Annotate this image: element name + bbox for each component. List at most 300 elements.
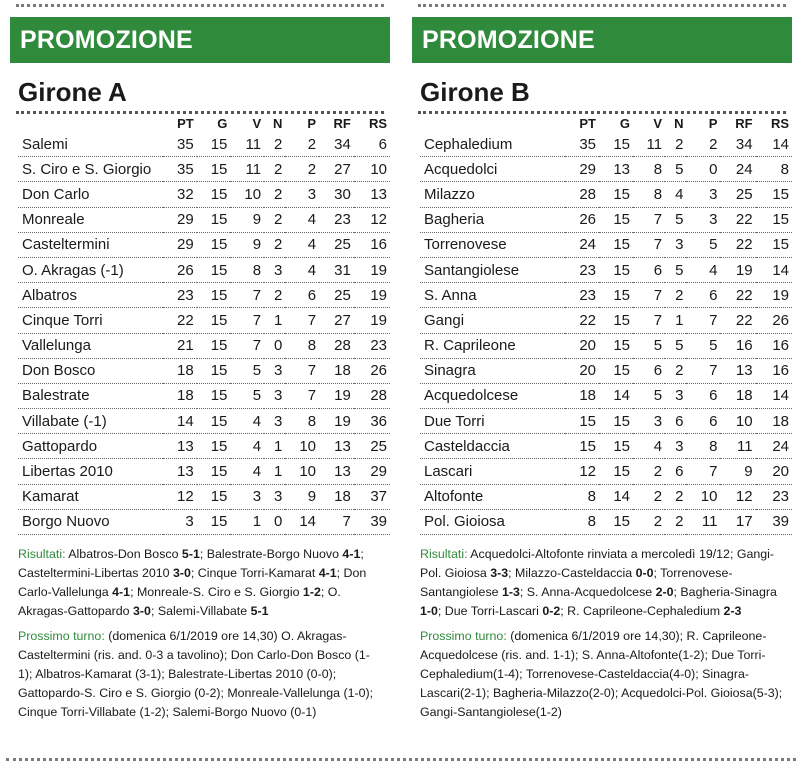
stat-p: 7 xyxy=(686,358,720,383)
stat-rs: 6 xyxy=(354,132,390,157)
stat-rf: 17 xyxy=(720,509,755,534)
match-score: 3-0 xyxy=(133,604,151,618)
stat-n: 3 xyxy=(665,232,686,257)
next-round-paragraph xyxy=(420,627,786,722)
stat-v: 4 xyxy=(633,434,665,459)
stat-v: 2 xyxy=(633,484,665,509)
table-row xyxy=(18,132,390,157)
stat-p: 10 xyxy=(285,459,319,484)
stat-rs: 19 xyxy=(354,283,390,308)
stat-rs: 15 xyxy=(756,232,792,257)
stat-rs: 20 xyxy=(756,459,792,484)
stat-v: 7 xyxy=(633,232,665,257)
stat-rf: 23 xyxy=(319,207,354,232)
stat-rf: 19 xyxy=(319,383,354,408)
stat-rf: 9 xyxy=(720,459,755,484)
team-name: Don Bosco xyxy=(18,358,163,383)
stat-rs: 13 xyxy=(354,182,390,207)
stat-rf: 7 xyxy=(319,509,354,534)
stat-v: 5 xyxy=(230,383,264,408)
stat-n: 3 xyxy=(665,383,686,408)
stat-g: 15 xyxy=(197,333,231,358)
stat-p: 2 xyxy=(285,157,319,182)
stat-pt: 14 xyxy=(163,409,197,434)
team-name: Pol. Gioiosa xyxy=(420,509,565,534)
stat-rs: 19 xyxy=(354,257,390,282)
stat-g: 15 xyxy=(197,232,231,257)
stat-p: 10 xyxy=(686,484,720,509)
match-text: ; Don Carlo-Vallelunga xyxy=(18,566,367,599)
stat-rs: 19 xyxy=(354,308,390,333)
stat-p: 2 xyxy=(686,132,720,157)
next-round-text: (domenica 6/1/2019 ore 14,30); R. Caprileone-Acquedolcese (ris. and. 1-1); S. Anna-Altofonte(1-2); Due Torri-Cephaledium(1-4); Torrenovese-Casteldaccia(4-0); Sinagra-Lascari(2-1); Bagheria-Milazzo(2-0); Acquedolci-Pol. Gioiosa(5-3); Gangi-Santangiolese(1-2) xyxy=(420,629,783,719)
stat-g: 13 xyxy=(599,157,633,182)
table-row xyxy=(420,434,792,459)
stat-rs: 16 xyxy=(756,333,792,358)
results-paragraph xyxy=(420,545,786,621)
stat-rf: 13 xyxy=(720,358,755,383)
stat-n: 1 xyxy=(264,434,285,459)
stat-pt: 24 xyxy=(565,232,599,257)
team-name: Milazzo xyxy=(420,182,565,207)
stat-rf: 25 xyxy=(720,182,755,207)
stat-rs: 28 xyxy=(354,383,390,408)
team-name: Casteldaccia xyxy=(420,434,565,459)
dotted-divider xyxy=(16,4,384,7)
header-g: G xyxy=(619,115,630,131)
stat-p: 6 xyxy=(285,283,319,308)
stat-v: 11 xyxy=(633,132,665,157)
dotted-divider xyxy=(6,758,796,761)
stat-n: 1 xyxy=(264,459,285,484)
header-pt: PT xyxy=(177,115,194,131)
table-row xyxy=(18,333,390,358)
stat-p: 0 xyxy=(686,157,720,182)
stat-n: 2 xyxy=(264,283,285,308)
stat-rf: 10 xyxy=(720,409,755,434)
stat-g: 15 xyxy=(197,157,231,182)
stat-g: 15 xyxy=(197,182,231,207)
header-rf: RF xyxy=(333,115,351,131)
results-label: Risultati: xyxy=(420,547,468,561)
stat-rf: 27 xyxy=(319,157,354,182)
team-name: Don Carlo xyxy=(18,182,163,207)
table-row xyxy=(18,409,390,434)
stat-g: 15 xyxy=(599,434,633,459)
table-row xyxy=(18,232,390,257)
stat-v: 9 xyxy=(230,232,264,257)
team-name: Acquedolcese xyxy=(420,383,565,408)
stat-n: 2 xyxy=(264,157,285,182)
stat-g: 15 xyxy=(599,358,633,383)
notes xyxy=(18,545,384,722)
team-name: O. Akragas (-1) xyxy=(18,257,163,282)
stat-n: 1 xyxy=(665,308,686,333)
team-name: Due Torri xyxy=(420,409,565,434)
header-rs: RS xyxy=(770,115,789,131)
stat-rf: 30 xyxy=(319,182,354,207)
notes xyxy=(420,545,786,722)
match-text: ; Salemi-Villabate xyxy=(150,604,251,618)
stat-p: 10 xyxy=(285,434,319,459)
stat-pt: 8 xyxy=(565,509,599,534)
stat-rs: 14 xyxy=(756,383,792,408)
table-row xyxy=(420,232,792,257)
table-row xyxy=(420,207,792,232)
stat-g: 15 xyxy=(599,308,633,333)
match-text: ; Milazzo-Casteldaccia xyxy=(508,566,636,580)
match-text: ; Due Torri-Lascari xyxy=(437,604,543,618)
match-score: 1-2 xyxy=(302,585,321,599)
standings-table xyxy=(420,114,792,535)
stat-p: 7 xyxy=(285,383,319,408)
stat-rf: 22 xyxy=(720,207,755,232)
match-text: ; Casteltermini-Libertas 2010 xyxy=(18,547,364,580)
stat-g: 15 xyxy=(599,182,633,207)
stat-pt: 28 xyxy=(565,182,599,207)
match-score: 4-1 xyxy=(112,585,131,599)
stat-pt: 20 xyxy=(565,358,599,383)
stat-v: 2 xyxy=(633,459,665,484)
table-row xyxy=(18,308,390,333)
stat-n: 6 xyxy=(665,459,686,484)
team-name: Balestrate xyxy=(18,383,163,408)
table-row xyxy=(420,459,792,484)
stat-p: 11 xyxy=(686,509,720,534)
stat-rs: 26 xyxy=(354,358,390,383)
stat-v: 4 xyxy=(230,434,264,459)
match-text: ; Bagheria-Sinagra xyxy=(673,585,777,599)
stat-rs: 36 xyxy=(354,409,390,434)
stat-v: 8 xyxy=(230,257,264,282)
stat-v: 7 xyxy=(633,283,665,308)
team-name: Villabate (-1) xyxy=(18,409,163,434)
stat-n: 0 xyxy=(264,509,285,534)
next-round-label: Prossimo turno: xyxy=(18,629,105,643)
match-score: 1-0 xyxy=(420,604,438,618)
table-row xyxy=(420,257,792,282)
match-text: Acquedolci-Altofonte rinviata a mercoledì 19/12; Gangi-Pol. Gioiosa xyxy=(420,547,775,580)
stat-rs: 14 xyxy=(756,257,792,282)
stat-n: 3 xyxy=(264,257,285,282)
stat-pt: 22 xyxy=(163,308,197,333)
header-v: V xyxy=(252,115,262,131)
stat-p: 5 xyxy=(686,333,720,358)
stat-rs: 15 xyxy=(756,207,792,232)
match-score: 4-1 xyxy=(342,547,361,561)
team-name: Casteltermini xyxy=(18,232,163,257)
stat-rs: 14 xyxy=(756,132,792,157)
table-row xyxy=(18,257,390,282)
stat-pt: 23 xyxy=(565,257,599,282)
stat-v: 5 xyxy=(633,383,665,408)
stat-g: 15 xyxy=(599,509,633,534)
stat-rs: 16 xyxy=(354,232,390,257)
table-row xyxy=(420,182,792,207)
header-n: N xyxy=(272,115,283,131)
stat-p: 3 xyxy=(686,182,720,207)
stat-pt: 23 xyxy=(565,283,599,308)
next-round-text: (domenica 6/1/2019 ore 14,30) O. Akragas-Casteltermini (ris. and. 0-3 a tavolino); Don Carlo-Don Bosco (1-1); Albatros-Kamarat (3-1); Balestrate-Libertas 2010 (0-0); Gattopardo-S. Ciro e S. Giorgio (0-2); Monreale-Vallelunga (1-0); Cinque Torri-Villabate (1-2); Salemi-Borgo Nuovo (0-1) xyxy=(18,629,374,719)
table-row xyxy=(420,157,792,182)
stat-v: 11 xyxy=(230,157,264,182)
stat-pt: 26 xyxy=(565,207,599,232)
match-score: 5-1 xyxy=(181,547,200,561)
stat-p: 7 xyxy=(686,459,720,484)
stat-g: 15 xyxy=(599,132,633,157)
stat-v: 6 xyxy=(633,257,665,282)
header-v: V xyxy=(653,115,663,131)
column-girone-b xyxy=(412,0,792,728)
stat-p: 9 xyxy=(285,484,319,509)
results-text xyxy=(420,547,777,618)
stat-rs: 10 xyxy=(354,157,390,182)
header-g: G xyxy=(217,115,228,131)
match-score: 5-1 xyxy=(250,604,269,618)
group-title: Girone B xyxy=(420,77,530,107)
stat-pt: 35 xyxy=(163,157,197,182)
stat-n: 5 xyxy=(665,333,686,358)
team-name: S. Anna xyxy=(420,283,565,308)
stat-p: 14 xyxy=(285,509,319,534)
next-round-paragraph xyxy=(18,627,384,722)
stat-g: 15 xyxy=(197,409,231,434)
team-name: Borgo Nuovo xyxy=(18,509,163,534)
stat-v: 1 xyxy=(230,509,264,534)
match-text: ; S. Anna-Acquedolcese xyxy=(519,585,656,599)
stat-n: 1 xyxy=(264,308,285,333)
stat-g: 15 xyxy=(599,283,633,308)
stat-n: 5 xyxy=(665,207,686,232)
team-name: Sinagra xyxy=(420,358,565,383)
stat-g: 15 xyxy=(197,459,231,484)
stat-g: 15 xyxy=(197,358,231,383)
stat-p: 4 xyxy=(285,232,319,257)
match-score: 0-2 xyxy=(542,604,561,618)
match-text: ; R. Caprileone-Cephaledium xyxy=(560,604,724,618)
table-row xyxy=(18,358,390,383)
stat-pt: 18 xyxy=(565,383,599,408)
stat-v: 9 xyxy=(230,207,264,232)
stat-rs: 18 xyxy=(756,409,792,434)
stat-rf: 31 xyxy=(319,257,354,282)
header-p: P xyxy=(708,115,718,131)
stat-n: 2 xyxy=(264,207,285,232)
stat-n: 2 xyxy=(264,132,285,157)
stat-rs: 16 xyxy=(756,358,792,383)
stat-n: 2 xyxy=(264,182,285,207)
stat-g: 15 xyxy=(599,333,633,358)
table-row xyxy=(18,484,390,509)
table-row xyxy=(18,207,390,232)
table-row xyxy=(18,182,390,207)
stat-n: 0 xyxy=(264,333,285,358)
stat-pt: 3 xyxy=(163,509,197,534)
header-rf: RF xyxy=(735,115,753,131)
team-name: Acquedolci xyxy=(420,157,565,182)
stat-rs: 39 xyxy=(354,509,390,534)
stat-g: 15 xyxy=(197,132,231,157)
header-p: P xyxy=(307,115,317,131)
stat-n: 6 xyxy=(665,409,686,434)
stat-pt: 22 xyxy=(565,308,599,333)
stat-v: 7 xyxy=(633,207,665,232)
stat-v: 4 xyxy=(230,409,264,434)
header-team xyxy=(18,114,163,132)
match-score: 2-3 xyxy=(723,604,742,618)
stat-rf: 22 xyxy=(720,232,755,257)
stat-pt: 29 xyxy=(163,232,197,257)
stat-g: 15 xyxy=(599,409,633,434)
stat-pt: 29 xyxy=(163,207,197,232)
stat-p: 5 xyxy=(686,232,720,257)
stat-p: 6 xyxy=(686,383,720,408)
table-row xyxy=(18,509,390,534)
stat-n: 3 xyxy=(264,409,285,434)
stat-v: 7 xyxy=(230,283,264,308)
header-n: N xyxy=(674,115,684,131)
stat-pt: 23 xyxy=(163,283,197,308)
stat-n: 2 xyxy=(264,232,285,257)
stat-v: 4 xyxy=(230,459,264,484)
stat-rs: 23 xyxy=(756,484,792,509)
stat-p: 4 xyxy=(285,207,319,232)
stat-n: 2 xyxy=(665,484,686,509)
stat-n: 4 xyxy=(665,182,686,207)
stat-v: 11 xyxy=(230,132,264,157)
stat-g: 15 xyxy=(599,257,633,282)
team-name: Monreale xyxy=(18,207,163,232)
section-banner: PROMOZIONE xyxy=(10,17,390,63)
team-name: Salemi xyxy=(18,132,163,157)
table-row xyxy=(18,383,390,408)
stat-g: 15 xyxy=(197,434,231,459)
stat-pt: 21 xyxy=(163,333,197,358)
header-team xyxy=(420,114,565,132)
match-text: Albatros-Don Bosco xyxy=(68,547,182,561)
team-name: Gattopardo xyxy=(18,434,163,459)
stat-pt: 12 xyxy=(163,484,197,509)
stat-g: 14 xyxy=(599,383,633,408)
stat-rf: 18 xyxy=(319,484,354,509)
stat-pt: 26 xyxy=(163,257,197,282)
team-name: S. Ciro e S. Giorgio xyxy=(18,157,163,182)
stat-g: 15 xyxy=(197,257,231,282)
match-score: 3-0 xyxy=(172,566,191,580)
table-row xyxy=(420,383,792,408)
stat-n: 3 xyxy=(264,358,285,383)
results-text xyxy=(18,547,366,618)
team-name: Altofonte xyxy=(420,484,565,509)
match-score: 2-0 xyxy=(655,585,674,599)
stat-g: 15 xyxy=(197,484,231,509)
stat-p: 2 xyxy=(285,132,319,157)
team-name: Bagheria xyxy=(420,207,565,232)
stat-rf: 18 xyxy=(319,358,354,383)
stat-p: 7 xyxy=(285,358,319,383)
team-name: Lascari xyxy=(420,459,565,484)
table-row xyxy=(420,484,792,509)
next-round-label: Prossimo turno: xyxy=(420,629,507,643)
results-paragraph xyxy=(18,545,384,621)
stat-rs: 19 xyxy=(756,283,792,308)
stat-g: 14 xyxy=(599,484,633,509)
stat-g: 15 xyxy=(599,459,633,484)
stat-n: 3 xyxy=(665,434,686,459)
stat-rf: 18 xyxy=(720,383,755,408)
team-name: Libertas 2010 xyxy=(18,459,163,484)
stat-p: 4 xyxy=(686,257,720,282)
stat-n: 3 xyxy=(264,484,285,509)
table-row xyxy=(420,283,792,308)
stat-v: 10 xyxy=(230,182,264,207)
table-row xyxy=(420,358,792,383)
stat-rs: 39 xyxy=(756,509,792,534)
stat-rf: 13 xyxy=(319,459,354,484)
stat-p: 8 xyxy=(285,333,319,358)
match-text: ; Monreale-S. Ciro e S. Giorgio xyxy=(130,585,303,599)
stat-rf: 22 xyxy=(720,308,755,333)
stat-p: 6 xyxy=(686,283,720,308)
stat-v: 7 xyxy=(230,333,264,358)
stat-rs: 25 xyxy=(354,434,390,459)
team-name: Torrenovese xyxy=(420,232,565,257)
stat-rs: 8 xyxy=(756,157,792,182)
stat-g: 15 xyxy=(599,232,633,257)
match-score: 1-3 xyxy=(501,585,520,599)
match-text: ; Torrenovese-Santangiolese xyxy=(420,566,733,599)
stat-v: 6 xyxy=(633,358,665,383)
stat-rf: 16 xyxy=(720,333,755,358)
stat-pt: 35 xyxy=(163,132,197,157)
stat-rs: 12 xyxy=(354,207,390,232)
stat-pt: 29 xyxy=(565,157,599,182)
stat-p: 4 xyxy=(285,257,319,282)
stat-rf: 12 xyxy=(720,484,755,509)
stat-g: 15 xyxy=(197,207,231,232)
stat-n: 2 xyxy=(665,358,686,383)
stat-n: 2 xyxy=(665,509,686,534)
stat-pt: 15 xyxy=(565,409,599,434)
stat-rf: 25 xyxy=(319,232,354,257)
stat-n: 2 xyxy=(665,283,686,308)
stat-g: 15 xyxy=(197,383,231,408)
stat-p: 8 xyxy=(285,409,319,434)
team-name: Santangiolese xyxy=(420,257,565,282)
stat-pt: 18 xyxy=(163,358,197,383)
header-rs: RS xyxy=(368,115,387,131)
stat-v: 5 xyxy=(230,358,264,383)
stat-pt: 18 xyxy=(163,383,197,408)
team-name: Albatros xyxy=(18,283,163,308)
team-name: Kamarat xyxy=(18,484,163,509)
team-name: Vallelunga xyxy=(18,333,163,358)
stat-p: 8 xyxy=(686,434,720,459)
stat-pt: 13 xyxy=(163,434,197,459)
table-row xyxy=(420,132,792,157)
stat-p: 3 xyxy=(686,207,720,232)
stat-p: 7 xyxy=(285,308,319,333)
stat-rf: 34 xyxy=(720,132,755,157)
stat-g: 15 xyxy=(197,308,231,333)
stat-p: 3 xyxy=(285,182,319,207)
team-name: Cephaledium xyxy=(420,132,565,157)
match-text: ; O. Akragas-Gattopardo xyxy=(18,585,341,618)
stat-rs: 26 xyxy=(756,308,792,333)
stat-n: 2 xyxy=(665,132,686,157)
table-row xyxy=(420,509,792,534)
stat-v: 7 xyxy=(230,308,264,333)
